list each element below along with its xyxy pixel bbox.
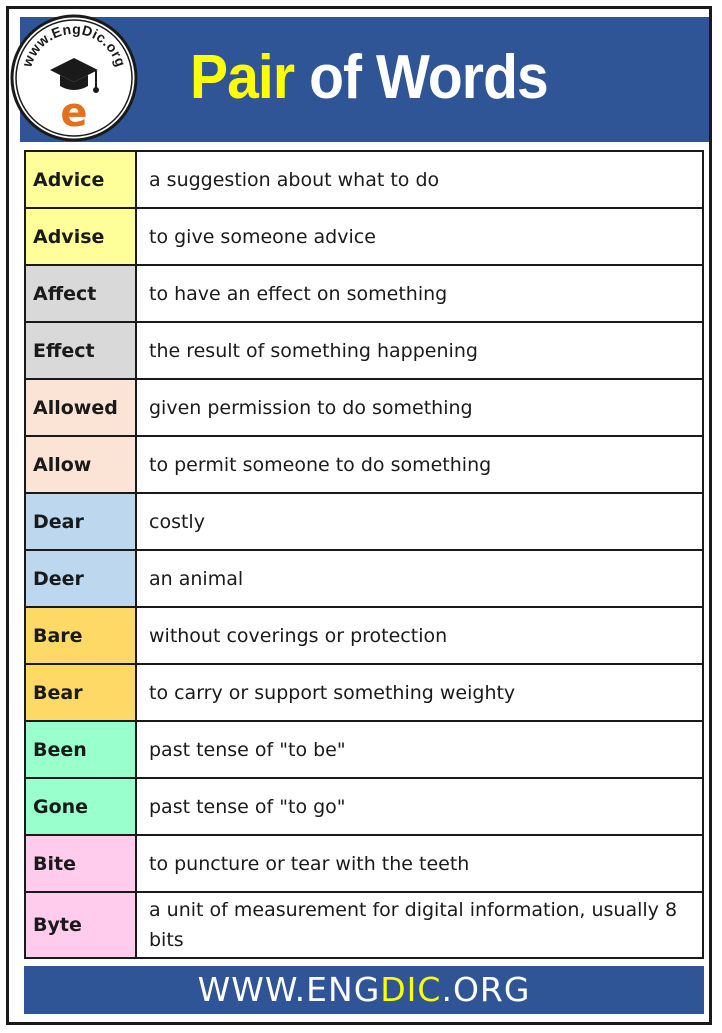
definition-cell: to have an effect on something xyxy=(136,265,703,322)
definition-cell: given permission to do something xyxy=(136,379,703,436)
word-cell: Allow xyxy=(25,436,136,493)
word-cell: Gone xyxy=(25,778,136,835)
word-cell: Bare xyxy=(25,607,136,664)
definition-cell: an animal xyxy=(136,550,703,607)
table-row xyxy=(25,778,703,835)
table-row xyxy=(25,835,703,892)
footer-url-highlight: DIC xyxy=(380,970,442,1009)
table-row xyxy=(25,721,703,778)
word-cell: Advise xyxy=(25,208,136,265)
table-row xyxy=(25,208,703,265)
definition-cell: past tense of "to be" xyxy=(136,721,703,778)
definition-cell: costly xyxy=(136,493,703,550)
word-cell: Advice xyxy=(25,151,136,208)
engdic-logo xyxy=(10,14,138,142)
logo-text: www.EngDic.org xyxy=(18,20,130,69)
definition-cell: to carry or support something weighty xyxy=(136,664,703,721)
table-row xyxy=(25,892,703,958)
definition-cell: without coverings or protection xyxy=(136,607,703,664)
definition-cell: to permit someone to do something xyxy=(136,436,703,493)
table-row xyxy=(25,664,703,721)
word-cell: Effect xyxy=(25,322,136,379)
word-cell: Affect xyxy=(25,265,136,322)
footer-banner xyxy=(24,966,704,1014)
title-highlight: Pair xyxy=(190,43,295,112)
definition-cell: past tense of "to go" xyxy=(136,778,703,835)
word-cell: Deer xyxy=(25,550,136,607)
footer-url-pre: WWW.ENG xyxy=(197,970,381,1009)
definition-cell: the result of something happening xyxy=(136,322,703,379)
definition-cell: a unit of measurement for digital information, usually 8 bits xyxy=(136,892,703,958)
word-cell: Bite xyxy=(25,835,136,892)
word-cell: Been xyxy=(25,721,136,778)
table-row xyxy=(25,379,703,436)
word-pairs-table xyxy=(24,150,704,959)
word-cell: Dear xyxy=(25,493,136,550)
footer-url-post: .ORG xyxy=(441,970,531,1009)
table-row xyxy=(25,436,703,493)
title-rest: of Words xyxy=(294,43,548,112)
definition-cell: to give someone advice xyxy=(136,208,703,265)
table-row xyxy=(25,493,703,550)
logo-letter: e xyxy=(60,90,88,136)
table-row xyxy=(25,607,703,664)
definition-cell: a suggestion about what to do xyxy=(136,151,703,208)
word-cell: Bear xyxy=(25,664,136,721)
table-row xyxy=(25,322,703,379)
table-row xyxy=(25,151,703,208)
word-cell: Allowed xyxy=(25,379,136,436)
table-row xyxy=(25,265,703,322)
definition-cell: to puncture or tear with the teeth xyxy=(136,835,703,892)
page-title xyxy=(190,38,548,118)
word-cell: Byte xyxy=(25,892,136,958)
table-row xyxy=(25,550,703,607)
